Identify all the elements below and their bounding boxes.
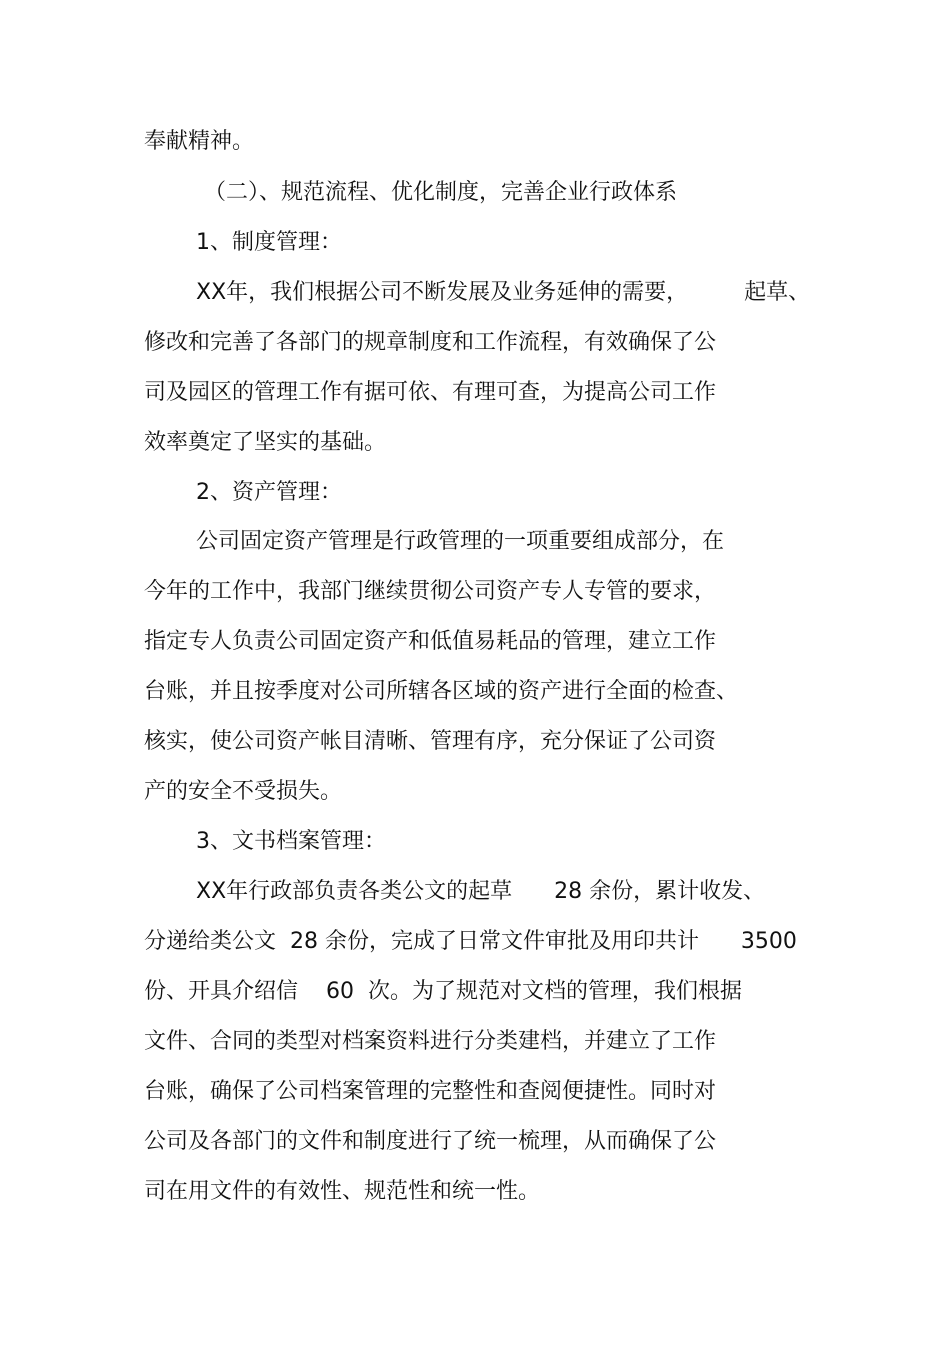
paragraph-line: 指定专人负责公司固定资产和低值易耗品的管理，建立工作 — [144, 629, 717, 654]
paragraph-line: 台账，并且按季度对公司所辖各区域的资产进行全面的检查、 — [144, 679, 739, 704]
paragraph-line: 产的安全不受损失。 — [144, 779, 343, 804]
paragraph-line: 司在用文件的有效性、规范性和统一性。 — [144, 1179, 541, 1204]
paragraph-line: 今年的工作中，我部门继续贯彻公司资产专人专管的要求， — [144, 579, 717, 604]
subsection-heading: 1、制度管理： — [196, 230, 342, 255]
paragraph-line: 份、开具介绍信 60 次。为了规范对文档的管理，我们根据 — [144, 979, 742, 1004]
paragraph-line: 核实，使公司资产帐目清晰、管理有序，充分保证了公司资 — [144, 729, 717, 754]
paragraph-line: 效率奠定了坚实的基础。 — [144, 430, 387, 455]
paragraph-line: 公司及各部门的文件和制度进行了统一梳理，从而确保了公 — [144, 1129, 717, 1154]
paragraph-line: XX年行政部负责各类公文的起草 28 余份，累计收发、 — [196, 879, 766, 904]
paragraph-line: 司及园区的管理工作有据可依、有理可查，为提高公司工作 — [144, 380, 717, 405]
section-heading: （二）、规范流程、优化制度，完善企业行政体系 — [204, 180, 678, 205]
paragraph-line: 台账，确保了公司档案管理的完整性和查阅便捷性。同时对 — [144, 1079, 717, 1104]
subsection-heading: 3、文书档案管理： — [196, 829, 386, 854]
paragraph-line: 文件、合同的类型对档案资料进行分类建档，并建立了工作 — [144, 1029, 717, 1054]
subsection-heading: 2、资产管理： — [196, 480, 342, 505]
paragraph-line: 修改和完善了各部门的规章制度和工作流程，有效确保了公 — [144, 330, 717, 355]
paragraph-line: 分递给类公文 28 余份，完成了日常文件审批及用印共计 3500 — [144, 929, 797, 954]
paragraph-line: 公司固定资产管理是行政管理的一项重要组成部分，在 — [196, 529, 725, 554]
paragraph-line: XX年，我们根据公司不断发展及业务延伸的需要， 起草、 — [196, 280, 811, 305]
paragraph-line: 奉献精神。 — [144, 129, 255, 154]
